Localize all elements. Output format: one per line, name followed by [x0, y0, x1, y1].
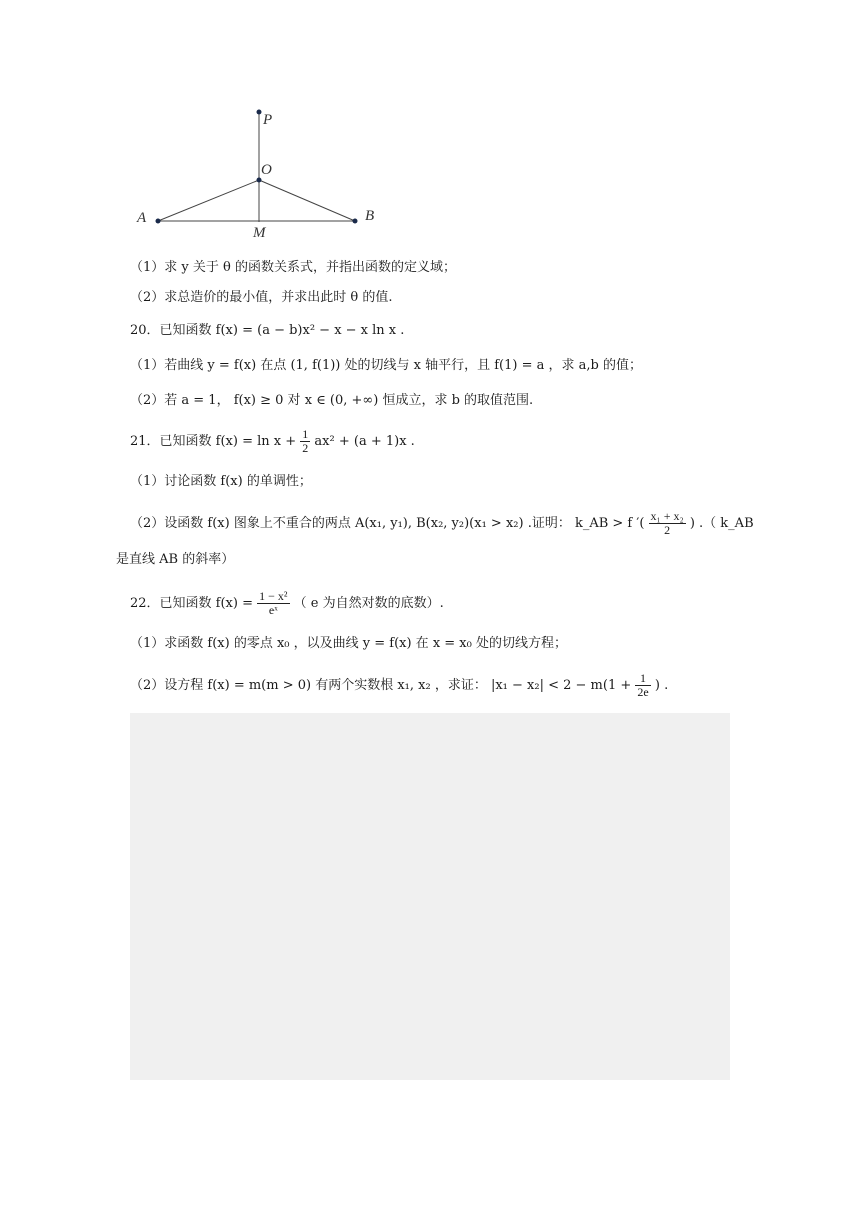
q22-part2-frac-den: 2e [637, 685, 649, 699]
q22-part2-frac-num: 1 [635, 672, 650, 686]
q21-stem-frac-den: 2 [302, 441, 309, 455]
q21-part1: （1）讨论函数 f(x) 的单调性； [130, 474, 312, 489]
q20-stem: 20．已知函数 f(x) = (a − b)x² − x − x ln x . [130, 323, 405, 338]
q21-stem-pre: 21．已知函数 f(x) = ln x + [130, 434, 297, 449]
q19-part2: （2）求总造价的最小值，并求出此时 θ 的值. [130, 290, 393, 305]
q22-part2-pre: （2）设方程 f(x) = m(m > 0) 有两个实数根 x₁, x₂ ，求证： |x₁ − x₂| < 2 − m(1 + [130, 678, 632, 693]
q22-stem [130, 590, 444, 617]
q21-part2-fraction [649, 510, 686, 537]
q21-part2-post: ) .（ k_AB [689, 516, 754, 531]
q21-part2-frac-den: 2 [664, 523, 671, 537]
label-m: M [253, 225, 266, 240]
segment-ob [259, 180, 355, 221]
q21-part2 [130, 510, 754, 537]
point-a [156, 219, 161, 224]
label-a: A [137, 210, 147, 226]
q22-part1: （1）求函数 f(x) 的零点 x₀ ，以及曲线 y = f(x) 在 x = x₀ 处的切线方程； [130, 636, 567, 651]
label-o: O [261, 162, 272, 178]
q22-stem-post: （ e 为自然对数的底数）. [293, 596, 444, 611]
label-p: P [263, 112, 273, 128]
q20-part2: （2）若 a = 1， f(x) ≥ 0 对 x ∈ (0, +∞) 恒成立，求 b 的取值范围. [130, 393, 534, 408]
q22-part2-fraction [635, 672, 650, 699]
q22-part2 [130, 672, 668, 699]
q22-part2-post: ) . [654, 678, 669, 693]
point-o [257, 178, 262, 183]
q22-stem-frac-den: eˣ [268, 603, 278, 617]
q21-stem-post: ax² + (a + 1)x . [314, 434, 415, 449]
q21-part2-line2: 是直线 AB 的斜率） [116, 552, 235, 567]
q22-stem-frac-num: 1 − x² [259, 589, 288, 603]
blank-answer-area [130, 713, 730, 1080]
q21-stem-fraction [300, 428, 310, 455]
geometry-diagram [130, 100, 390, 240]
q22-stem-pre: 22．已知函数 f(x) = [130, 596, 253, 611]
q21-stem-frac-num: 1 [302, 427, 309, 441]
q21-part2-frac-num: x₁ + x₂ [650, 509, 684, 523]
point-b [353, 219, 358, 224]
q21-stem [130, 428, 415, 455]
q22-stem-fraction [257, 590, 289, 617]
label-b: B [365, 208, 375, 224]
q21-part2-pre: （2）设函数 f(x) 图象上不重合的两点 A(x₁, y₁), B(x₂, y₂)(x₁ > x₂) .证明： k_AB > f ′( [130, 516, 645, 531]
segment-oa [158, 180, 259, 221]
q20-part1: （1）若曲线 y = f(x) 在点 (1, f(1)) 处的切线与 x 轴平行，且 f(1) = a ，求 a,b 的值； [130, 358, 642, 373]
point-p [257, 110, 262, 115]
q19-part1: （1）求 y 关于 θ 的函数关系式，并指出函数的定义域； [130, 260, 456, 275]
